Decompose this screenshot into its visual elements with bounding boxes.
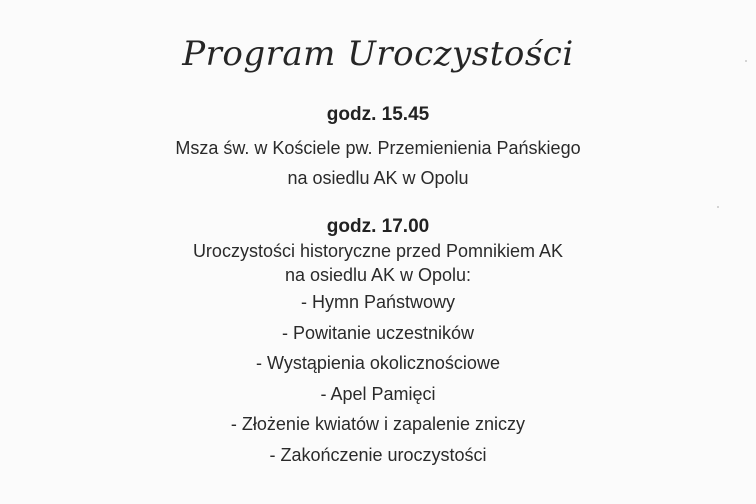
page-title: Program Uroczystości (182, 34, 574, 74)
section-mass (0, 103, 756, 193)
ceremony-items-list (0, 287, 756, 470)
list-item: - Powitanie uczestników (281, 322, 475, 343)
scan-speck (745, 60, 747, 62)
list-item: - Apel Pamięci (320, 383, 436, 404)
list-item: - Zakończenie uroczystości (269, 444, 487, 465)
scan-speck (717, 206, 719, 208)
list-item: - Złożenie kwiatów i zapalenie zniczy (230, 414, 526, 434)
list-item: - Wystąpienia okolicznościowe (256, 353, 500, 373)
section-time: godz. 15.45 (326, 104, 430, 125)
list-item: - Hymn Państwowy (300, 292, 456, 312)
section-line: Msza św. w Kościele pw. Przemienienia Pańskiego (175, 138, 581, 158)
section-ceremony (0, 215, 756, 470)
section-intro-line: Uroczystości historyczne przed Pomnikiem AK (192, 241, 564, 261)
section-line: na osiedlu AK w Opolu (287, 168, 469, 188)
section-time: godz. 17.00 (326, 216, 430, 237)
section-intro-line: na osiedlu AK w Opolu: (284, 265, 472, 285)
